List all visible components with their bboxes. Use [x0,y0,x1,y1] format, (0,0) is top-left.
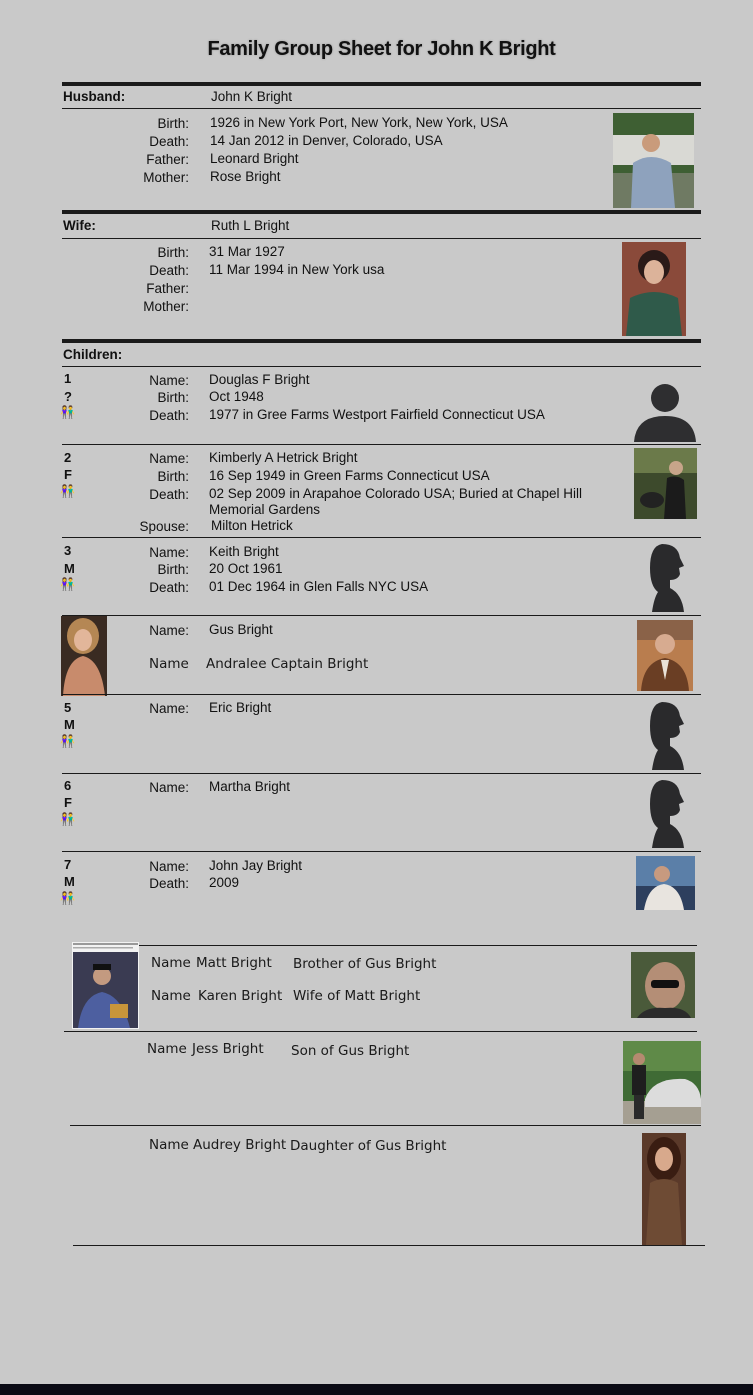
husband-death-label: Death: [149,134,189,149]
child-name-label: Name: [149,373,189,388]
child-birth-label: Birth: [157,469,189,484]
extra-name: Jess Bright [192,1041,264,1057]
husband-death: 14 Jan 2012 in Denver, Colorado, USA [210,133,443,148]
divider [62,537,701,538]
extra-label: Name [149,1137,189,1153]
child-name: John Jay Bright [209,858,303,873]
child-death: 02 Sep 2009 in Arapahoe Colorado USA; Buried at Chapel Hill [209,486,582,501]
child-name: Gus Bright [209,622,273,637]
extra-name: Matt Bright [196,955,272,971]
child-name: Kimberly A Hetrick Bright [209,450,358,465]
child-number: 3 [64,543,72,558]
husband-name: John K Bright [211,89,293,104]
divider [62,82,701,86]
wife-death: 11 Mar 1994 in New York usa [209,262,385,277]
wife-header: Wife: [63,218,96,233]
child-spouse: Milton Hetrick [211,518,293,533]
divider [62,773,701,774]
child-death-label: Death: [149,487,189,502]
child-name2: Andralee Captain Bright [206,656,369,672]
child-name: Martha Bright [209,779,291,794]
husband-header: Husband: [63,89,126,104]
divider [62,615,701,616]
divider [62,366,701,367]
extra-relation: Daughter of Gus Bright [290,1138,447,1154]
child-birth: 16 Sep 1949 in Green Farms Connecticut USA [209,468,490,483]
couple-icon: 👫 [60,812,74,826]
child-death-label: Death: [149,408,189,423]
husband-father: Leonard Bright [210,151,299,166]
child-photo [637,620,693,691]
wife-mother-label: Mother: [143,299,189,314]
child-number: 7 [64,857,72,872]
profile-silhouette-icon [644,542,686,612]
divider [70,1125,701,1126]
divider [62,444,701,445]
wife-birth-label: Birth: [157,245,189,260]
child-death-label: Death: [149,876,189,891]
page-title: Family Group Sheet for John K Bright [207,38,556,60]
extra-photo [642,1133,686,1245]
child-death-label: Death: [149,580,189,595]
extra-label: Name [151,988,191,1004]
child-number: 2 [64,450,72,465]
extra-label: Name [147,1041,187,1057]
divider [62,210,701,214]
child-number: 1 [64,371,72,386]
divider [74,945,697,946]
couple-icon: 👫 [60,405,74,419]
child-name-label: Name: [149,545,189,560]
extra-name: Karen Bright [198,988,283,1004]
child-name: Douglas F Bright [209,372,310,387]
extra-relation: Wife of Matt Bright [293,988,421,1004]
divider [62,851,701,852]
extra-name: Audrey Bright [193,1137,287,1153]
child-sex: M [64,874,75,889]
extra-label: Name [151,955,191,971]
child-birth-label: Birth: [157,390,189,405]
wife-photo [622,242,686,336]
child-spouse-label: Spouse: [139,519,189,534]
couple-icon: 👫 [60,891,74,905]
child-name-label: Name: [149,451,189,466]
couple-icon: 👫 [60,734,74,748]
child-name: Eric Bright [209,700,272,715]
husband-photo [613,113,694,208]
child-sex: ? [64,389,72,404]
husband-birth-label: Birth: [157,116,189,131]
divider [73,1245,705,1246]
child-photo [634,448,697,519]
child-name-label: Name: [149,859,189,874]
couple-icon: 👫 [60,577,74,591]
profile-silhouette-icon [644,778,686,848]
child-sex: M [64,717,75,732]
child-birth: 20 Oct 1961 [209,561,283,576]
extra-relation: Brother of Gus Bright [293,956,437,972]
divider [62,339,701,343]
child-death-continued: Memorial Gardens [209,502,321,517]
couple-icon: 👫 [60,484,74,498]
divider [62,238,701,239]
bust-silhouette-icon [632,376,698,442]
child-number: 5 [64,700,72,715]
bottom-bar [0,1384,753,1395]
extra-relation: Son of Gus Bright [291,1043,410,1059]
child-birth: Oct 1948 [209,389,264,404]
husband-birth: 1926 in New York Port, New York, New York, USA [210,115,508,130]
child-name-label: Name: [149,701,189,716]
child-name2-label: Name [149,656,189,672]
child-sex: F [64,467,72,482]
wife-name: Ruth L Bright [211,218,290,233]
child-name-label: Name: [149,623,189,638]
spouse-photo [61,616,107,696]
husband-mother: Rose Bright [210,169,281,184]
wife-father-label: Father: [146,281,189,296]
divider [62,694,701,695]
child-birth-label: Birth: [157,562,189,577]
child-name-label: Name: [149,780,189,795]
extra-photo [631,952,695,1018]
child-photo [636,856,695,910]
child-name: Keith Bright [209,544,279,559]
child-number: 6 [64,778,72,793]
husband-father-label: Father: [146,152,189,167]
children-header: Children: [63,347,123,362]
extra-photo [72,942,139,1029]
husband-mother-label: Mother: [143,170,189,185]
profile-silhouette-icon [644,700,686,770]
child-sex: M [64,561,75,576]
child-death: 2009 [209,875,240,890]
divider [64,1031,697,1032]
child-death: 1977 in Gree Farms Westport Fairfield Connecticut USA [209,407,545,422]
wife-birth: 31 Mar 1927 [209,244,285,259]
child-death: 01 Dec 1964 in Glen Falls NYC USA [209,579,429,594]
wife-death-label: Death: [149,263,189,278]
extra-photo [623,1041,701,1124]
divider [62,108,701,109]
child-sex: F [64,795,72,810]
